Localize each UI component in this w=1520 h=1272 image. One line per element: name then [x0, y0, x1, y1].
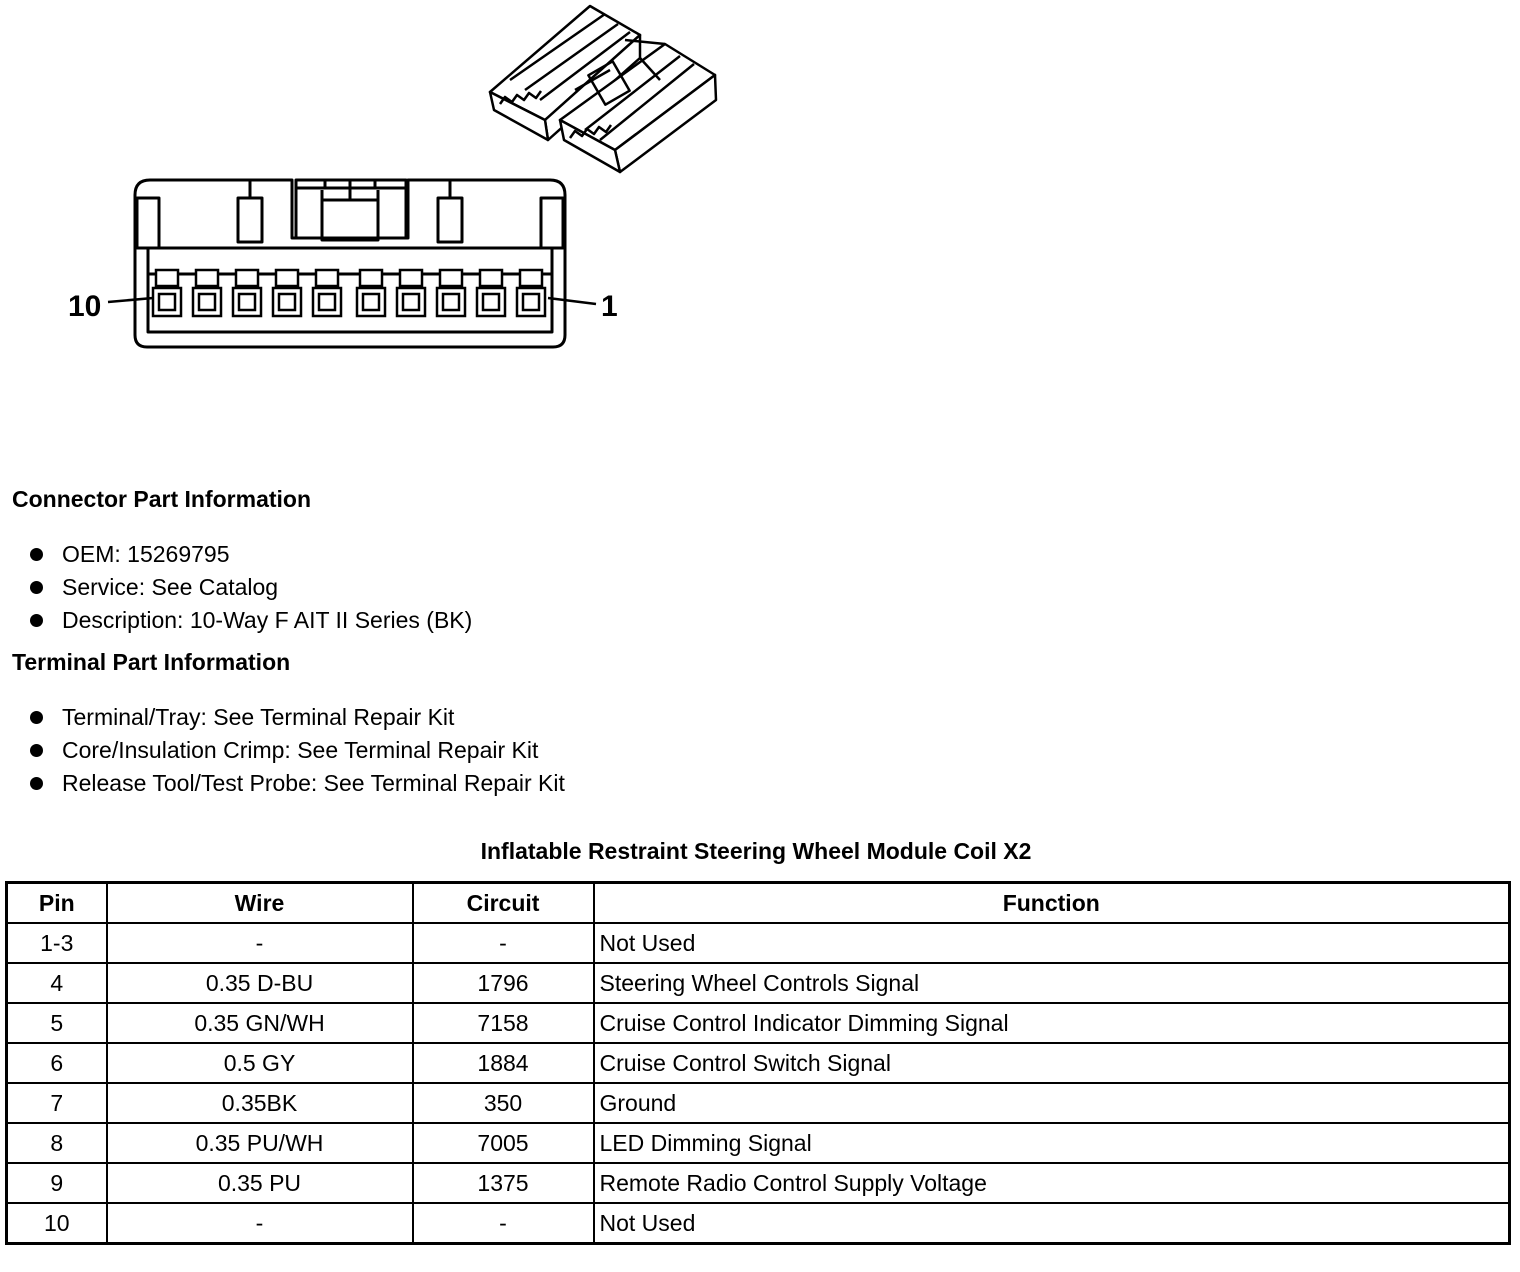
- header-wire: Wire: [107, 883, 413, 924]
- connector-part-info-list: [30, 538, 472, 637]
- function-cell: Not Used: [594, 1203, 1510, 1244]
- table-row: [7, 1003, 1510, 1043]
- list-item: [30, 734, 565, 767]
- circuit-cell: 1375: [413, 1163, 594, 1203]
- terminal-cavity-6: [313, 270, 341, 316]
- function-cell: Cruise Control Switch Signal: [594, 1043, 1510, 1083]
- bullet-icon: [30, 744, 43, 757]
- function-cell: LED Dimming Signal: [594, 1123, 1510, 1163]
- list-item-text: Terminal/Tray: See Terminal Repair Kit: [62, 704, 455, 730]
- bullet-icon: [30, 614, 43, 627]
- terminal-cavity-5: [357, 270, 385, 316]
- list-item-text: OEM: 15269795: [62, 541, 230, 567]
- terminal-part-info-list: [30, 701, 565, 800]
- wire-cell: -: [107, 923, 413, 963]
- function-cell: Steering Wheel Controls Signal: [594, 963, 1510, 1003]
- circuit-cell: 7005: [413, 1123, 594, 1163]
- terminal-cavity-4: [397, 270, 425, 316]
- terminal-cavity-3: [437, 270, 465, 316]
- connector-isometric-view: [490, 6, 716, 172]
- list-item-text: Core/Insulation Crimp: See Terminal Repair Kit: [62, 737, 539, 763]
- wire-cell: 0.35 PU/WH: [107, 1123, 413, 1163]
- pin-cell: 6: [7, 1043, 107, 1083]
- circuit-cell: 1884: [413, 1043, 594, 1083]
- terminal-cavity-2: [477, 270, 505, 316]
- pin-cell: 5: [7, 1003, 107, 1043]
- list-item: [30, 538, 472, 571]
- list-item: [30, 701, 565, 734]
- function-cell: Cruise Control Indicator Dimming Signal: [594, 1003, 1510, 1043]
- pin-cell: 8: [7, 1123, 107, 1163]
- list-item-text: Release Tool/Test Probe: See Terminal Repair Kit: [62, 770, 565, 796]
- bullet-icon: [30, 711, 43, 724]
- table-row: [7, 1083, 1510, 1123]
- wire-cell: 0.35 D-BU: [107, 963, 413, 1003]
- list-item-text: Service: See Catalog: [62, 574, 279, 600]
- table-title: Inflatable Restraint Steering Wheel Module Coil X2: [480, 838, 1032, 864]
- list-item: [30, 571, 472, 604]
- pin-cell: 9: [7, 1163, 107, 1203]
- wire-cell: 0.35 GN/WH: [107, 1003, 413, 1043]
- function-cell: Not Used: [594, 923, 1510, 963]
- pin-cell: 4: [7, 963, 107, 1003]
- pin-label-1: 1: [601, 290, 618, 323]
- table-row: [7, 1203, 1510, 1244]
- list-item: [30, 604, 472, 637]
- circuit-cell: 350: [413, 1083, 594, 1123]
- table-row: [7, 1163, 1510, 1203]
- wire-cell: 0.35 PU: [107, 1163, 413, 1203]
- bullet-icon: [30, 581, 43, 594]
- list-item-text: Description: 10-Way F AIT II Series (BK): [62, 607, 473, 633]
- connector-face-view: [135, 180, 565, 347]
- bullet-icon: [30, 548, 43, 561]
- connector-figure: [0, 0, 800, 400]
- wire-cell: 0.5 GY: [107, 1043, 413, 1083]
- list-item: [30, 767, 565, 800]
- header-function: Function: [594, 883, 1510, 924]
- wire-cell: -: [107, 1203, 413, 1244]
- wire-cell: 0.35BK: [107, 1083, 413, 1123]
- table-row: [7, 923, 1510, 963]
- header-circuit: Circuit: [413, 883, 594, 924]
- connector-part-info-heading: Connector Part Information: [12, 486, 312, 512]
- function-cell: Ground: [594, 1083, 1510, 1123]
- pin-label-10: 10: [68, 290, 102, 323]
- bullet-icon: [30, 777, 43, 790]
- terminal-cavity-8: [233, 270, 261, 316]
- pin-cell: 1-3: [7, 923, 107, 963]
- header-pin: Pin: [7, 883, 107, 924]
- terminal-cavity-10: [153, 270, 181, 316]
- circuit-cell: 1796: [413, 963, 594, 1003]
- terminal-cavity-9: [193, 270, 221, 316]
- circuit-cell: -: [413, 923, 594, 963]
- circuit-cell: 7158: [413, 1003, 594, 1043]
- terminal-part-info-heading: Terminal Part Information: [12, 649, 291, 675]
- connector-drawing: [0, 0, 800, 400]
- pinout-table: [5, 881, 1511, 1245]
- terminal-cavity-7: [273, 270, 301, 316]
- function-cell: Remote Radio Control Supply Voltage: [594, 1163, 1510, 1203]
- circuit-cell: -: [413, 1203, 594, 1244]
- table-row: [7, 1123, 1510, 1163]
- pin-cell: 7: [7, 1083, 107, 1123]
- table-header-row: [7, 883, 1510, 924]
- table-row: [7, 1043, 1510, 1083]
- terminal-cavity-1: [517, 270, 545, 316]
- pin-cell: 10: [7, 1203, 107, 1244]
- table-row: [7, 963, 1510, 1003]
